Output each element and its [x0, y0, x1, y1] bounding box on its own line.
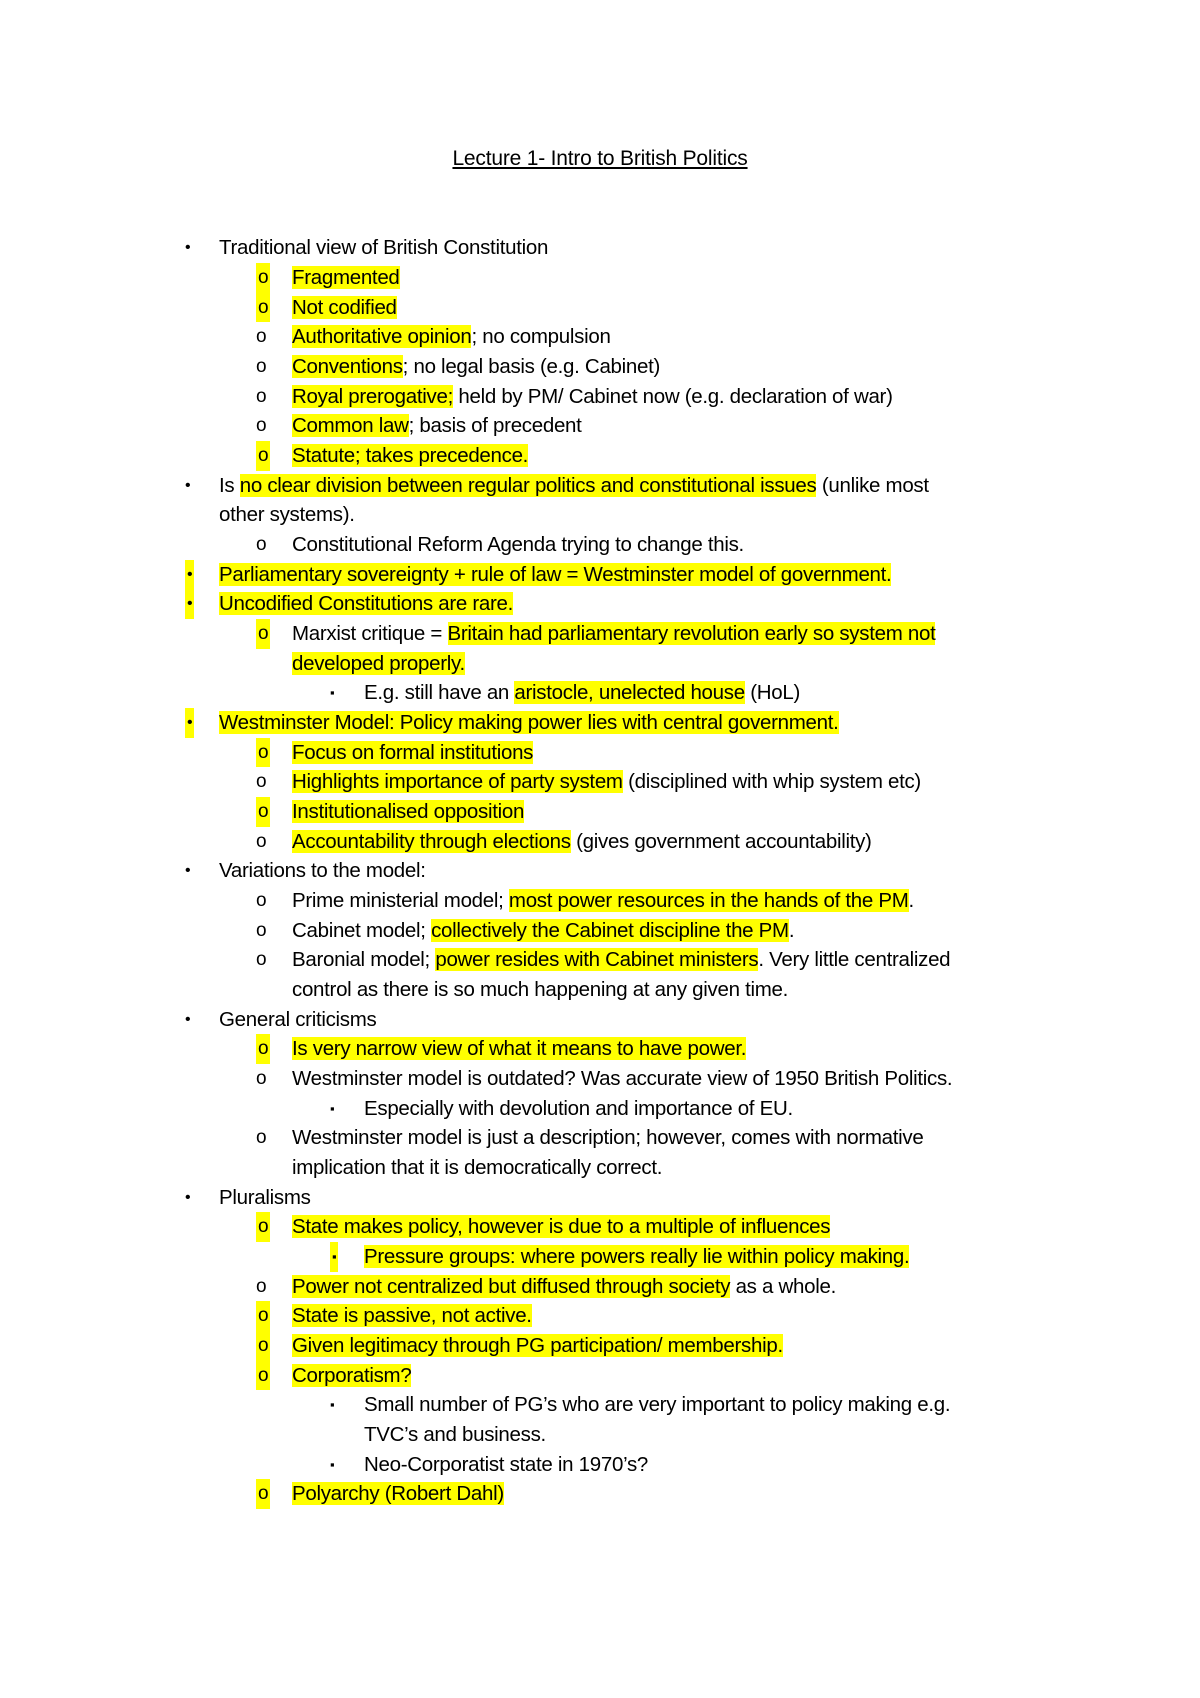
- list-item: [0, 738, 1200, 767]
- bullet-marker: •: [185, 862, 191, 879]
- highlighted-text: Fragmented: [292, 266, 400, 289]
- bullet-marker: o: [256, 534, 267, 555]
- list-item-text: [364, 1450, 648, 1479]
- list-item-text: [292, 530, 744, 560]
- list-item-text: [292, 322, 611, 352]
- bullet-marker: o: [256, 831, 267, 852]
- list-item: [0, 471, 1200, 500]
- list-item: [0, 619, 1200, 649]
- list-item-text: [292, 649, 465, 678]
- list-item: [0, 263, 1200, 293]
- text-segment: Constitutional Reform Agenda trying to change this.: [292, 533, 744, 556]
- list-item-text: [219, 471, 929, 500]
- text-segment: (disciplined with whip system etc): [622, 770, 921, 793]
- highlighted-text: Royal prerogative;: [292, 385, 453, 408]
- list-item-text: [219, 856, 426, 886]
- highlighted-text: Power not centralized but diffused through society: [292, 1275, 731, 1298]
- list-item: [0, 382, 1200, 411]
- text-segment: .: [788, 919, 795, 942]
- list-item: [0, 916, 1200, 945]
- bullet-marker: o: [256, 771, 267, 792]
- list-item: [0, 1272, 1200, 1301]
- list-item: [0, 1361, 1200, 1390]
- highlighted-text: developed properly.: [292, 652, 465, 675]
- bullet-marker: ▪: [330, 1101, 335, 1116]
- list-item: [0, 1420, 1200, 1450]
- text-segment: Variations to the model:: [219, 859, 426, 882]
- text-segment: other systems).: [219, 503, 355, 526]
- bullet-marker: o: [256, 1034, 270, 1064]
- bullet-marker: ▪: [330, 685, 335, 700]
- highlighted-text: Highlights importance of party system: [292, 770, 623, 793]
- bullet-marker: o: [256, 949, 267, 970]
- list-item: [0, 500, 1200, 530]
- list-item-text: [364, 1390, 950, 1420]
- highlighted-text: Accountability through elections: [292, 830, 571, 853]
- list-item-text: [292, 263, 400, 293]
- text-segment: (unlike most: [816, 474, 929, 497]
- text-segment: Prime ministerial model;: [292, 889, 509, 912]
- bullet-marker: •: [185, 708, 194, 738]
- text-segment: E.g. still have an: [364, 681, 515, 704]
- bullet-marker: ▪: [330, 1457, 335, 1472]
- highlighted-text: Corporatism?: [292, 1364, 412, 1387]
- text-segment: implication that it is democratically correct.: [292, 1156, 663, 1179]
- bullet-marker: o: [256, 356, 267, 377]
- list-item-text: [292, 886, 914, 916]
- bullet-marker: o: [256, 1301, 270, 1331]
- list-item-text: [292, 352, 660, 382]
- list-item-text: [292, 1034, 746, 1064]
- list-item: [0, 767, 1200, 797]
- text-segment: Traditional view of British Constitution: [219, 236, 549, 259]
- highlighted-text: Not codified: [292, 296, 397, 319]
- list-item-text: [292, 441, 528, 471]
- list-item: [0, 589, 1200, 619]
- list-item: [0, 1331, 1200, 1361]
- bullet-marker: o: [256, 1276, 267, 1297]
- highlighted-text: power resides with Cabinet ministers: [435, 948, 759, 971]
- list-item: [0, 856, 1200, 886]
- bullet-marker: o: [256, 1068, 267, 1089]
- list-item: [0, 708, 1200, 738]
- list-item: [0, 530, 1200, 560]
- list-item-text: [219, 589, 513, 619]
- highlighted-text: very narrow view of what it means to have power.: [312, 1037, 747, 1060]
- text-segment: control as there is so much happening at any given time.: [292, 978, 788, 1001]
- highlighted-text: collectively the Cabinet discipline the PM: [431, 919, 789, 942]
- list-item-text: [292, 411, 582, 441]
- page-title: Lecture 1- Intro to British Politics: [452, 147, 748, 170]
- bullet-marker: o: [256, 1331, 270, 1361]
- text-segment: General criticisms: [219, 1008, 377, 1031]
- list-item: [0, 1301, 1200, 1331]
- list-item: [0, 975, 1200, 1005]
- text-segment: (gives government accountability): [570, 830, 872, 853]
- highlighted-text: Pressure groups: where powers really lie within policy making.: [364, 1245, 910, 1268]
- highlighted-text: Parliamentary sovereignty + rule of law = Westminster model of government.: [219, 563, 892, 586]
- bullet-marker: o: [256, 415, 267, 436]
- highlighted-text: Focus on formal institutions: [292, 741, 534, 764]
- list-item: [0, 1479, 1200, 1509]
- list-item-text: [292, 767, 921, 797]
- text-segment: Small number of PG’s who are very important to policy making e.g.: [364, 1393, 951, 1416]
- list-item-text: [292, 293, 397, 322]
- list-item-text: [219, 500, 355, 530]
- list-item-text: [364, 1420, 546, 1450]
- text-segment: Is: [219, 474, 240, 497]
- highlighted-text: aristocle, unelected house: [514, 681, 745, 704]
- list-item: [0, 1064, 1200, 1094]
- bullet-marker: o: [256, 1212, 270, 1242]
- bullet-marker: o: [256, 326, 267, 347]
- text-segment: as a whole.: [730, 1275, 836, 1298]
- text-segment: Pluralisms: [219, 1186, 311, 1209]
- list-item-text: [292, 1361, 411, 1390]
- list-item-text: [292, 1479, 504, 1509]
- text-segment: . Very little centralized: [758, 948, 951, 971]
- highlighted-text: most power resources in the hands of the PM: [508, 889, 909, 912]
- highlighted-text: Given legitimacy through PG participation/ membership.: [292, 1334, 783, 1357]
- list-item: [0, 1153, 1200, 1183]
- bullet-marker: o: [256, 386, 267, 407]
- text-segment: held by PM/ Cabinet now (e.g. declaration of war): [452, 385, 893, 408]
- bullet-marker: o: [256, 293, 270, 322]
- list-item-text: [292, 738, 533, 767]
- list-item: [0, 1123, 1200, 1153]
- bullet-marker: o: [256, 1361, 270, 1390]
- text-segment: Baronial model;: [292, 948, 436, 971]
- bullet-marker: o: [256, 441, 270, 471]
- list-item-text: [364, 1242, 909, 1272]
- highlighted-text: Uncodified Constitutions are rare.: [219, 592, 514, 615]
- list-item-text: [292, 827, 872, 856]
- list-item-text: [219, 233, 548, 263]
- list-item: [0, 233, 1200, 263]
- list-item-text: [292, 1331, 783, 1361]
- list-item: [0, 1390, 1200, 1420]
- list-item-text: [219, 1183, 311, 1212]
- list-item: [0, 1212, 1200, 1242]
- list-item-text: [292, 945, 950, 975]
- list-item: [0, 1094, 1200, 1123]
- list-item: [0, 441, 1200, 471]
- bullet-marker: o: [256, 890, 267, 911]
- list-item-text: [364, 1094, 793, 1123]
- bullet-marker: •: [185, 1011, 191, 1028]
- list-item-text: [292, 1301, 532, 1331]
- list-item-text: [292, 1272, 836, 1301]
- list-item: [0, 352, 1200, 382]
- list-item: [0, 411, 1200, 441]
- list-item: [0, 649, 1200, 678]
- list-item: [0, 560, 1200, 589]
- list-item: [0, 1242, 1200, 1272]
- text-segment: (HoL): [744, 681, 800, 704]
- highlighted-text: Westminster Model: Policy making power lies with central government.: [219, 711, 839, 734]
- highlighted-text: Authoritative opinion: [292, 325, 472, 348]
- text-segment: ; no compulsion: [471, 325, 611, 348]
- highlighted-text: Conventions: [292, 355, 403, 378]
- list-item: [0, 293, 1200, 322]
- list-item-text: [292, 1123, 923, 1153]
- text-segment: Especially with devolution and importance of EU.: [364, 1097, 793, 1120]
- bullet-marker: o: [256, 797, 270, 827]
- bullet-marker: •: [185, 477, 191, 494]
- list-item-text: [292, 1153, 662, 1183]
- list-item: [0, 945, 1200, 975]
- list-item-text: [219, 560, 891, 589]
- highlighted-text: Is: [292, 1037, 313, 1060]
- highlighted-text: Polyarchy (Robert Dahl): [292, 1482, 504, 1505]
- list-item: [0, 797, 1200, 827]
- list-item-text: [292, 916, 794, 945]
- text-segment: TVC’s and business.: [364, 1423, 546, 1446]
- bullet-marker: •: [185, 239, 191, 256]
- notes-list: [0, 233, 1200, 1509]
- bullet-marker: •: [185, 1189, 191, 1206]
- list-item-text: [292, 975, 788, 1005]
- list-item-text: [292, 797, 524, 827]
- text-segment: ; basis of precedent: [408, 414, 582, 437]
- list-item-text: [364, 678, 800, 708]
- bullet-marker: •: [185, 589, 194, 619]
- text-segment: Cabinet model;: [292, 919, 432, 942]
- highlighted-text: Institutionalised opposition: [292, 800, 525, 823]
- list-item-text: [219, 708, 839, 738]
- list-item-text: [292, 619, 935, 649]
- list-item: [0, 886, 1200, 916]
- text-segment: Neo-Corporatist state in 1970’s?: [364, 1453, 649, 1476]
- highlighted-text: Common law: [292, 414, 409, 437]
- highlighted-text: State is passive, not active.: [292, 1304, 532, 1327]
- list-item-text: [219, 1005, 377, 1034]
- list-item-text: [292, 1212, 830, 1242]
- list-item: [0, 322, 1200, 352]
- bullet-marker: •: [185, 560, 194, 589]
- text-segment: ; no legal basis (e.g. Cabinet): [402, 355, 661, 378]
- text-segment: Westminster model is outdated? Was accurate view of 1950 British Politics.: [292, 1067, 953, 1090]
- list-item-text: [292, 382, 893, 411]
- list-item: [0, 827, 1200, 856]
- bullet-marker: o: [256, 920, 267, 941]
- highlighted-text: State makes policy, however is due to a multiple of influences: [292, 1215, 831, 1238]
- highlighted-text: no clear division between regular politics and constitutional issues: [239, 474, 817, 497]
- list-item: [0, 1034, 1200, 1064]
- text-segment: Westminster model is just a description; however, comes with normative: [292, 1126, 924, 1149]
- bullet-marker: o: [256, 263, 270, 293]
- bullet-marker: o: [256, 1127, 267, 1148]
- text-segment: .: [908, 889, 914, 912]
- highlighted-text: Statute; takes precedence.: [292, 444, 529, 467]
- text-segment: Marxist critique =: [292, 622, 448, 645]
- bullet-marker: o: [256, 738, 270, 767]
- bullet-marker: ▪: [330, 1397, 335, 1412]
- bullet-marker: o: [256, 1479, 270, 1509]
- list-item: [0, 1183, 1200, 1212]
- list-item: [0, 678, 1200, 708]
- bullet-marker: ▪: [330, 1242, 338, 1272]
- list-item-text: [292, 1064, 952, 1094]
- list-item: [0, 1005, 1200, 1034]
- highlighted-text: Britain had parliamentary revolution early so system not: [447, 622, 936, 645]
- bullet-marker: o: [256, 619, 270, 649]
- list-item: [0, 1450, 1200, 1479]
